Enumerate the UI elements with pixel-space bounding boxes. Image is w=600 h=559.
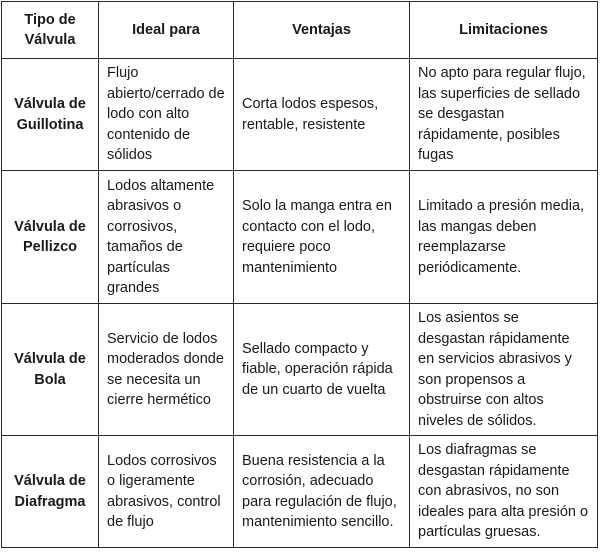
- valve-type-cell: Válvula de Bola: [2, 304, 99, 436]
- valve-type-cell: Válvula de Pellizco: [2, 171, 99, 304]
- ideal-for-cell: Lodos corrosivos o ligeramente abrasivos, control de flujo: [99, 436, 234, 548]
- ideal-for-cell: Lodos altamente abrasivos o corrosivos, tamaños de partículas grandes: [99, 171, 234, 304]
- ideal-for-cell: Flujo abierto/cerrado de lodo con alto contenido de sólidos: [99, 59, 234, 171]
- valve-type-cell: Válvula de Diafragma: [2, 436, 99, 548]
- advantages-cell: Sellado compacto y fiable, operación rápida de un cuarto de vuelta: [234, 304, 410, 436]
- table-row: [2, 436, 598, 548]
- limitations-cell: Los asientos se desgastan rápidamente en servicios abrasivos y son propensos a obstruirse con altos niveles de sólidos.: [410, 304, 598, 436]
- header-advantages: Ventajas: [234, 2, 410, 59]
- valve-type-cell: Válvula de Guillotina: [2, 59, 99, 171]
- header-valve-type: Tipo de Válvula: [2, 2, 99, 59]
- limitations-cell: Limitado a presión media, las mangas deben reemplazarse periódicamente.: [410, 171, 598, 304]
- advantages-cell: Buena resistencia a la corrosión, adecuado para regulación de flujo, mantenimiento sencillo.: [234, 436, 410, 548]
- limitations-cell: No apto para regular flujo, las superficies de sellado se desgastan rápidamente, posibles fugas: [410, 59, 598, 171]
- header-ideal-for: Ideal para: [99, 2, 234, 59]
- valve-comparison-table: [1, 1, 598, 548]
- limitations-cell: Los diafragmas se desgastan rápidamente con abrasivos, no son ideales para alta presión o partículas gruesas.: [410, 436, 598, 548]
- table-header-row: [2, 2, 598, 59]
- table-row: [2, 171, 598, 304]
- table-row: [2, 59, 598, 171]
- advantages-cell: Solo la manga entra en contacto con el lodo, requiere poco mantenimiento: [234, 171, 410, 304]
- advantages-cell: Corta lodos espesos, rentable, resistente: [234, 59, 410, 171]
- header-limitations: Limitaciones: [410, 2, 598, 59]
- table-row: [2, 304, 598, 436]
- ideal-for-cell: Servicio de lodos moderados donde se necesita un cierre hermético: [99, 304, 234, 436]
